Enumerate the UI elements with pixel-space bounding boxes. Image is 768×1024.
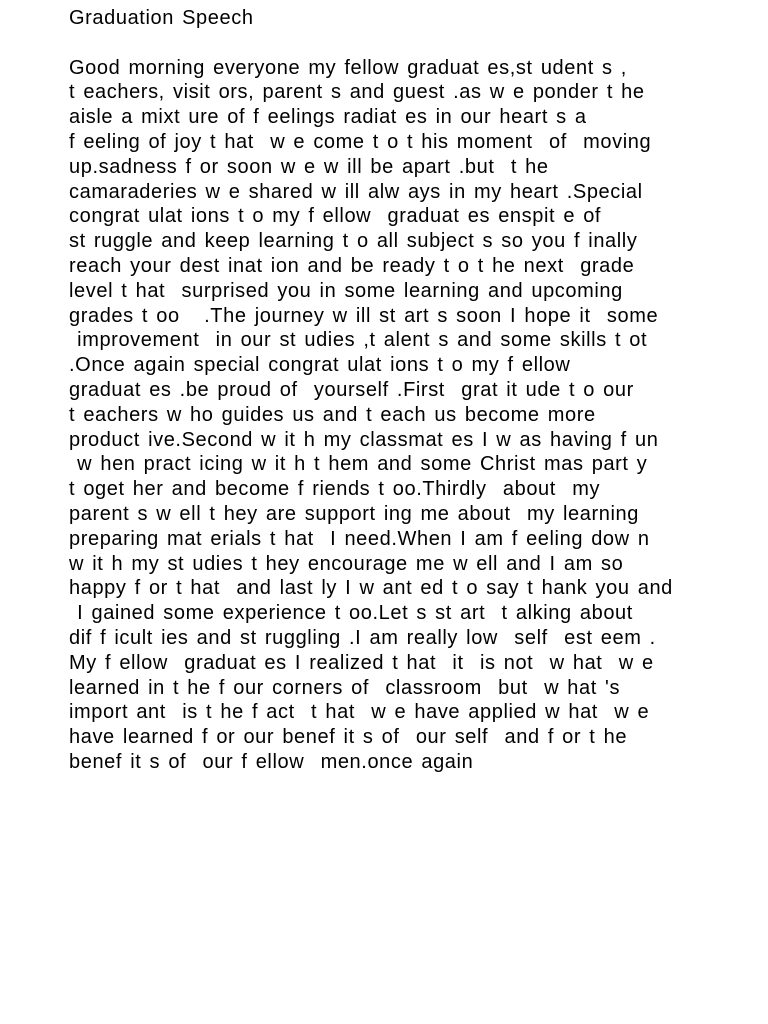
- document-title: Graduation Speech: [69, 7, 254, 29]
- speech-line: reach your dest inat ion and be ready t o t he next grade: [69, 254, 635, 277]
- speech-line: t eachers w ho guides us and t each us become more: [69, 403, 596, 426]
- speech-line: camaraderies w e shared w ill alw ays in my heart .Special: [69, 180, 643, 203]
- speech-line: w hen pract icing w it h t hem and some Christ mas part y: [69, 453, 648, 476]
- speech-line: Good morning everyone my fellow graduat es,st udent s ,: [69, 56, 627, 79]
- speech-line: t eachers, visit ors, parent s and guest .as w e ponder t he: [69, 81, 645, 104]
- speech-line: have learned f or our benef it s of our self and f or t he: [69, 726, 628, 749]
- speech-line: preparing mat erials t hat I need.When I am f eeling dow n: [69, 527, 650, 550]
- speech-line: product ive.Second w it h my classmat es I w as having f un: [69, 428, 659, 451]
- speech-line: happy f or t hat and last ly I w ant ed t o say t hank you and: [69, 577, 673, 600]
- speech-line: up.sadness f or soon w e w ill be apart .but t he: [69, 155, 549, 178]
- speech-line: aisle a mixt ure of f eelings radiat es in our heart s a: [69, 106, 587, 129]
- speech-line: benef it s of our f ellow men.once again: [69, 750, 474, 773]
- speech-line: import ant is t he f act t hat w e have applied w hat w e: [69, 701, 650, 724]
- blank-line: [69, 31, 749, 56]
- speech-line: st ruggle and keep learning t o all subject s so you f inally: [69, 230, 638, 253]
- speech-line: parent s w ell t hey are support ing me about my learning: [69, 502, 639, 525]
- speech-line: My f ellow graduat es I realized t hat it is not w hat w e: [69, 651, 654, 674]
- speech-line: improvement in our st udies ,t alent s and some skills t ot: [69, 329, 648, 352]
- speech-line: dif f icult ies and st ruggling .I am really low self est eem .: [69, 626, 656, 649]
- speech-line: w it h my st udies t hey encourage me w ell and I am so: [69, 552, 624, 575]
- speech-line: grades t oo .The journey w ill st art s soon I hope it some: [69, 304, 659, 327]
- speech-line: .Once again special congrat ulat ions t o my f ellow: [69, 354, 571, 377]
- speech-line: t oget her and become f riends t oo.Thirdly about my: [69, 478, 601, 501]
- speech-line: I gained some experience t oo.Let s st art t alking about: [69, 602, 633, 625]
- speech-line: level t hat surprised you in some learning and upcoming: [69, 279, 623, 302]
- speech-line: congrat ulat ions t o my f ellow graduat es enspit e of: [69, 205, 602, 228]
- speech-line: learned in t he f our corners of classroom but w hat 's: [69, 676, 621, 699]
- speech-line: f eeling of joy t hat w e come t o t his moment of moving: [69, 130, 652, 153]
- speech-line: graduat es .be proud of yourself .First grat it ude t o our: [69, 378, 634, 401]
- speech-body: [69, 56, 749, 775]
- speech-document: [69, 6, 749, 775]
